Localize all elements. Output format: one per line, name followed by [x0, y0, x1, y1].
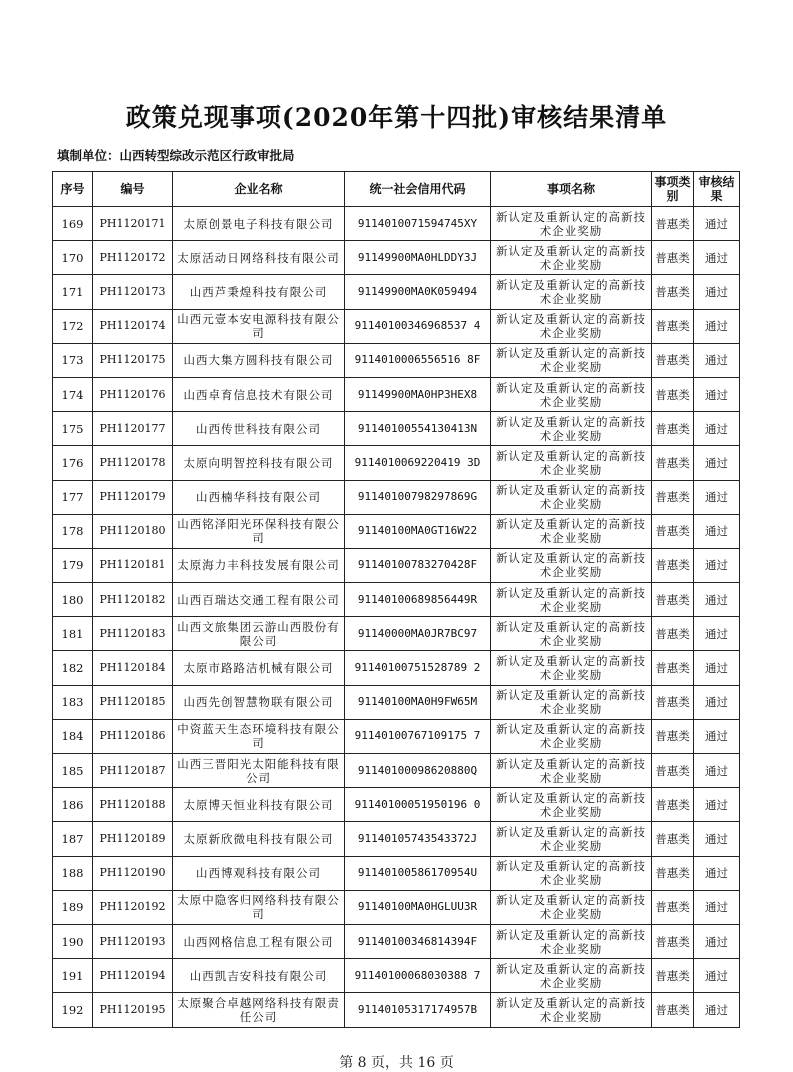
row-credit-code: 91140100MA0GT16W22: [345, 514, 491, 548]
header-type: 事项类别: [652, 172, 694, 207]
row-company: 太原市路路洁机械有限公司: [173, 651, 345, 685]
row-serial: 175: [53, 412, 93, 446]
row-serial: 186: [53, 788, 93, 822]
row-type: 普惠类: [652, 719, 694, 753]
row-type: 普惠类: [652, 480, 694, 514]
row-item: 新认定及重新认定的高新技术企业奖励: [491, 685, 652, 719]
row-serial: 185: [53, 754, 93, 788]
row-serial: 188: [53, 856, 93, 890]
row-id: PH1120172: [93, 241, 173, 275]
row-id: PH1120175: [93, 343, 173, 377]
row-serial: 170: [53, 241, 93, 275]
row-credit-code: 91140100346968537 4: [345, 309, 491, 343]
row-item: 新认定及重新认定的高新技术企业奖励: [491, 343, 652, 377]
row-credit-code: 91149900MA0K059494: [345, 275, 491, 309]
row-id: PH1120176: [93, 377, 173, 411]
row-result: 通过: [694, 651, 740, 685]
table-row: [53, 275, 740, 309]
row-credit-code: 91149900MA0HP3HEX8: [345, 377, 491, 411]
row-id: PH1120187: [93, 754, 173, 788]
row-result: 通过: [694, 890, 740, 924]
row-id: PH1120194: [93, 959, 173, 993]
row-company: 太原中隐客归网络科技有限公司: [173, 890, 345, 924]
row-result: 通过: [694, 480, 740, 514]
row-item: 新认定及重新认定的高新技术企业奖励: [491, 617, 652, 651]
row-type: 普惠类: [652, 788, 694, 822]
row-item: 新认定及重新认定的高新技术企业奖励: [491, 788, 652, 822]
row-credit-code: 91140100689856449R: [345, 583, 491, 617]
row-result: 通过: [694, 207, 740, 241]
row-item: 新认定及重新认定的高新技术企业奖励: [491, 377, 652, 411]
row-type: 普惠类: [652, 959, 694, 993]
row-result: 通过: [694, 685, 740, 719]
row-id: PH1120183: [93, 617, 173, 651]
row-result: 通过: [694, 719, 740, 753]
row-serial: 177: [53, 480, 93, 514]
row-type: 普惠类: [652, 309, 694, 343]
table-row: [53, 651, 740, 685]
table-row: [53, 241, 740, 275]
issuing-unit: 填制单位：山西转型综改示范区行政审批局: [57, 148, 295, 163]
row-serial: 182: [53, 651, 93, 685]
row-credit-code: 91140100798297869G: [345, 480, 491, 514]
row-credit-code: 91140100751528789 2: [345, 651, 491, 685]
row-id: PH1120192: [93, 890, 173, 924]
row-serial: 171: [53, 275, 93, 309]
row-result: 通过: [694, 754, 740, 788]
row-company: 太原活动日网络科技有限公司: [173, 241, 345, 275]
row-result: 通过: [694, 275, 740, 309]
row-result: 通过: [694, 412, 740, 446]
table-row: [53, 377, 740, 411]
row-id: PH1120190: [93, 856, 173, 890]
row-type: 普惠类: [652, 548, 694, 582]
row-credit-code: 91140100783270428F: [345, 548, 491, 582]
row-type: 普惠类: [652, 993, 694, 1027]
table-row: [53, 788, 740, 822]
row-company: 山西元壹本安电源科技有限公司: [173, 309, 345, 343]
row-serial: 183: [53, 685, 93, 719]
table-row: [53, 754, 740, 788]
row-credit-code: 91140100068030388 7: [345, 959, 491, 993]
row-item: 新认定及重新认定的高新技术企业奖励: [491, 993, 652, 1027]
row-serial: 189: [53, 890, 93, 924]
row-serial: 169: [53, 207, 93, 241]
row-credit-code: 91140100586170954U: [345, 856, 491, 890]
row-id: PH1120188: [93, 788, 173, 822]
table-row: [53, 685, 740, 719]
row-result: 通过: [694, 514, 740, 548]
row-item: 新认定及重新认定的高新技术企业奖励: [491, 754, 652, 788]
row-credit-code: 91140100051950196 0: [345, 788, 491, 822]
row-type: 普惠类: [652, 617, 694, 651]
table-row: [53, 480, 740, 514]
row-credit-code: 91149900MA0HLDDY3J: [345, 241, 491, 275]
row-company: 山西芦秉煌科技有限公司: [173, 275, 345, 309]
row-type: 普惠类: [652, 343, 694, 377]
row-item: 新认定及重新认定的高新技术企业奖励: [491, 548, 652, 582]
row-company: 山西博观科技有限公司: [173, 856, 345, 890]
row-credit-code: 91140100346814394F: [345, 924, 491, 958]
table-row: [53, 617, 740, 651]
row-serial: 180: [53, 583, 93, 617]
row-serial: 191: [53, 959, 93, 993]
row-credit-code: 91140100767109175 7: [345, 719, 491, 753]
row-company: 太原向明智控科技有限公司: [173, 446, 345, 480]
table-row: [53, 924, 740, 958]
table-row: [53, 514, 740, 548]
row-serial: 184: [53, 719, 93, 753]
table-row: [53, 548, 740, 582]
row-credit-code: 91140100554130413N: [345, 412, 491, 446]
row-serial: 187: [53, 822, 93, 856]
header-item: 事项名称: [491, 172, 652, 207]
row-company: 山西网格信息工程有限公司: [173, 924, 345, 958]
row-id: PH1120193: [93, 924, 173, 958]
row-result: 通过: [694, 309, 740, 343]
row-id: PH1120186: [93, 719, 173, 753]
row-id: PH1120179: [93, 480, 173, 514]
row-serial: 173: [53, 343, 93, 377]
row-serial: 174: [53, 377, 93, 411]
row-result: 通过: [694, 788, 740, 822]
table-row: [53, 856, 740, 890]
table-row: [53, 343, 740, 377]
row-item: 新认定及重新认定的高新技术企业奖励: [491, 446, 652, 480]
table-row: [53, 583, 740, 617]
header-result: 审核结果: [694, 172, 740, 207]
row-credit-code: 9114010006556516 8F: [345, 343, 491, 377]
row-serial: 181: [53, 617, 93, 651]
row-credit-code: 91140100MA0H9FW65M: [345, 685, 491, 719]
row-id: PH1120182: [93, 583, 173, 617]
row-id: PH1120195: [93, 993, 173, 1027]
row-company: 山西大集方圆科技有限公司: [173, 343, 345, 377]
table-row: [53, 993, 740, 1027]
row-type: 普惠类: [652, 207, 694, 241]
row-company: 山西百瑞达交通工程有限公司: [173, 583, 345, 617]
row-serial: 172: [53, 309, 93, 343]
row-company: 太原海力丰科技发展有限公司: [173, 548, 345, 582]
row-type: 普惠类: [652, 412, 694, 446]
row-credit-code: 9114010071594745XY: [345, 207, 491, 241]
row-id: PH1120184: [93, 651, 173, 685]
row-item: 新认定及重新认定的高新技术企业奖励: [491, 651, 652, 685]
page-footer: 第 8 页，共 16 页: [339, 1055, 454, 1071]
row-item: 新认定及重新认定的高新技术企业奖励: [491, 959, 652, 993]
row-company: 太原新欣微电科技有限公司: [173, 822, 345, 856]
row-credit-code: 91140100098620880Q: [345, 754, 491, 788]
row-type: 普惠类: [652, 446, 694, 480]
row-result: 通过: [694, 924, 740, 958]
row-result: 通过: [694, 548, 740, 582]
row-id: PH1120177: [93, 412, 173, 446]
row-item: 新认定及重新认定的高新技术企业奖励: [491, 241, 652, 275]
row-company: 山西文旅集团云游山西股份有限公司: [173, 617, 345, 651]
header-serial: 序号: [53, 172, 93, 207]
row-type: 普惠类: [652, 275, 694, 309]
row-result: 通过: [694, 377, 740, 411]
row-company: 山西楠华科技有限公司: [173, 480, 345, 514]
row-company: 山西铭泽阳光环保科技有限公司: [173, 514, 345, 548]
header-id: 编号: [93, 172, 173, 207]
row-company: 中资蓝天生态环境科技有限公司: [173, 719, 345, 753]
table-row: [53, 822, 740, 856]
row-type: 普惠类: [652, 583, 694, 617]
header-company: 企业名称: [173, 172, 345, 207]
row-serial: 178: [53, 514, 93, 548]
row-result: 通过: [694, 959, 740, 993]
row-type: 普惠类: [652, 754, 694, 788]
row-credit-code: 9114010069220419 3D: [345, 446, 491, 480]
row-result: 通过: [694, 583, 740, 617]
row-item: 新认定及重新认定的高新技术企业奖励: [491, 309, 652, 343]
table-row: [53, 890, 740, 924]
row-item: 新认定及重新认定的高新技术企业奖励: [491, 822, 652, 856]
row-serial: 192: [53, 993, 93, 1027]
row-result: 通过: [694, 446, 740, 480]
row-result: 通过: [694, 343, 740, 377]
row-credit-code: 91140100MA0HGLUU3R: [345, 890, 491, 924]
row-type: 普惠类: [652, 685, 694, 719]
row-serial: 176: [53, 446, 93, 480]
row-item: 新认定及重新认定的高新技术企业奖励: [491, 412, 652, 446]
row-id: PH1120173: [93, 275, 173, 309]
row-company: 太原创景电子科技有限公司: [173, 207, 345, 241]
row-company: 山西传世科技有限公司: [173, 412, 345, 446]
row-id: PH1120189: [93, 822, 173, 856]
row-item: 新认定及重新认定的高新技术企业奖励: [491, 719, 652, 753]
row-type: 普惠类: [652, 924, 694, 958]
row-id: PH1120180: [93, 514, 173, 548]
row-id: PH1120171: [93, 207, 173, 241]
row-serial: 190: [53, 924, 93, 958]
row-result: 通过: [694, 617, 740, 651]
row-type: 普惠类: [652, 514, 694, 548]
row-type: 普惠类: [652, 241, 694, 275]
row-result: 通过: [694, 822, 740, 856]
row-result: 通过: [694, 856, 740, 890]
row-type: 普惠类: [652, 890, 694, 924]
row-credit-code: 91140105743543372J: [345, 822, 491, 856]
row-item: 新认定及重新认定的高新技术企业奖励: [491, 924, 652, 958]
row-item: 新认定及重新认定的高新技术企业奖励: [491, 275, 652, 309]
row-credit-code: 91140000MA0JR7BC97: [345, 617, 491, 651]
row-type: 普惠类: [652, 377, 694, 411]
row-id: PH1120185: [93, 685, 173, 719]
results-table: [52, 171, 740, 1028]
table-row: [53, 309, 740, 343]
header-credit-code: 统一社会信用代码: [345, 172, 491, 207]
table-row: [53, 207, 740, 241]
row-company: 太原聚合卓越网络科技有限责任公司: [173, 993, 345, 1027]
table-row: [53, 959, 740, 993]
row-credit-code: 91140105317174957B: [345, 993, 491, 1027]
row-item: 新认定及重新认定的高新技术企业奖励: [491, 480, 652, 514]
table-row: [53, 719, 740, 753]
row-item: 新认定及重新认定的高新技术企业奖励: [491, 514, 652, 548]
row-company: 山西凯吉安科技有限公司: [173, 959, 345, 993]
row-result: 通过: [694, 241, 740, 275]
row-id: PH1120174: [93, 309, 173, 343]
row-result: 通过: [694, 993, 740, 1027]
row-type: 普惠类: [652, 856, 694, 890]
row-company: 山西三晋阳光太阳能科技有限公司: [173, 754, 345, 788]
row-serial: 179: [53, 548, 93, 582]
row-id: PH1120181: [93, 548, 173, 582]
page-title: 政策兑现事项(2020年第十四批)审核结果清单: [125, 103, 668, 132]
row-company: 太原博天恒业科技有限公司: [173, 788, 345, 822]
row-item: 新认定及重新认定的高新技术企业奖励: [491, 207, 652, 241]
row-type: 普惠类: [652, 651, 694, 685]
row-item: 新认定及重新认定的高新技术企业奖励: [491, 583, 652, 617]
row-company: 山西卓育信息技术有限公司: [173, 377, 345, 411]
row-company: 山西先创智慧物联有限公司: [173, 685, 345, 719]
row-item: 新认定及重新认定的高新技术企业奖励: [491, 890, 652, 924]
table-header-row: [53, 172, 740, 207]
row-item: 新认定及重新认定的高新技术企业奖励: [491, 856, 652, 890]
row-id: PH1120178: [93, 446, 173, 480]
row-type: 普惠类: [652, 822, 694, 856]
table-row: [53, 412, 740, 446]
table-row: [53, 446, 740, 480]
